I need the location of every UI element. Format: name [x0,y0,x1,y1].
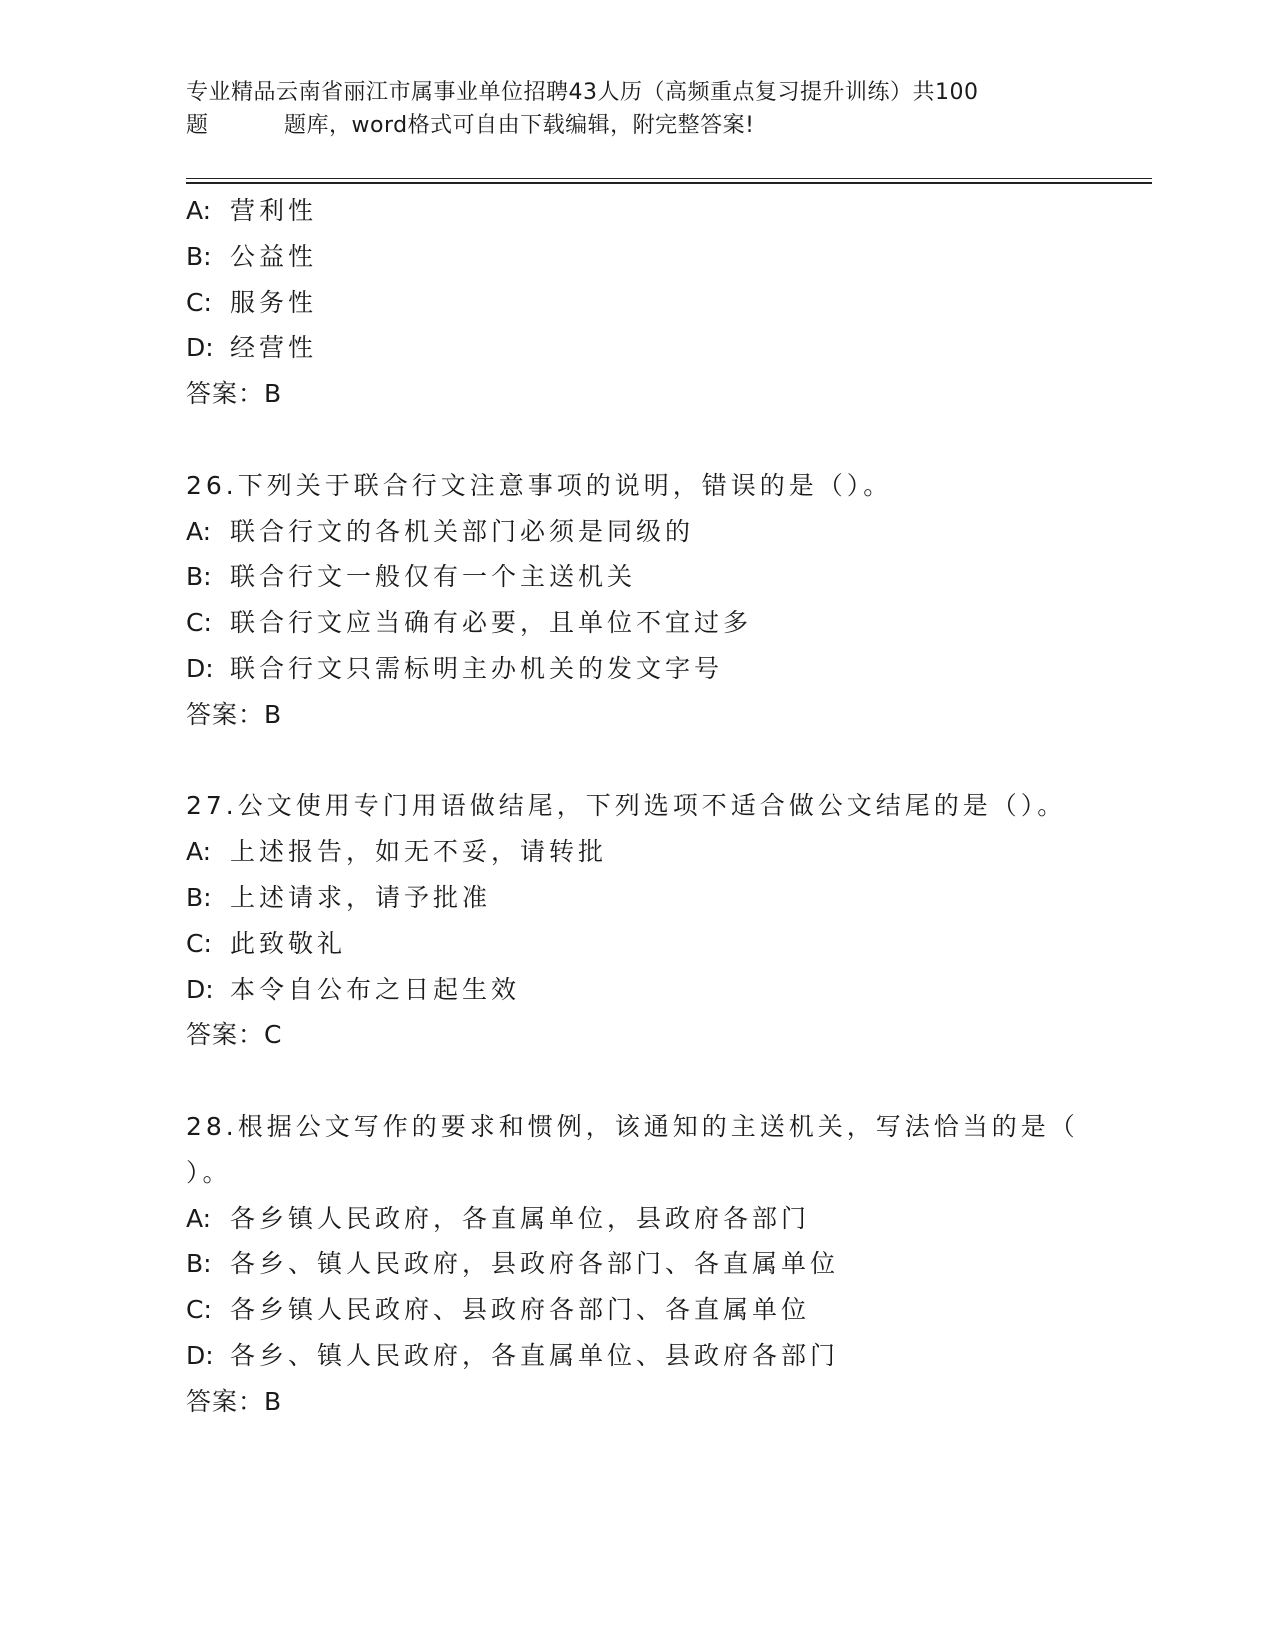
option-b [186,1241,1086,1287]
option-a [186,1196,1086,1242]
answer-line: 答案：B [186,1386,283,1416]
option-letter: C: [186,1295,212,1325]
option-text: 联合行文的各机关部门必须是同级的 [230,516,695,546]
option-c [186,600,1086,646]
header-title-line2 [186,109,1066,142]
question-stem-line1: 28.根据公文写作的要求和惯例，该通知的主送机关，写法恰当的是（ [186,1111,1079,1141]
header-title-lead: 题 [186,113,209,138]
option-text: 经营性 [230,333,318,363]
page-header [186,76,1066,142]
option-text: 此致敬礼 [230,928,347,958]
option-b [186,554,1086,600]
option-letter: C: [186,608,212,638]
option-d [186,646,1086,692]
option-text: 上述请求，请予批准 [230,882,492,912]
option-text: 联合行文只需标明主办机关的发文字号 [230,653,724,683]
option-text: 公益性 [230,241,318,271]
question-stem: 26.下列关于联合行文注意事项的说明，错误的是（）。 [186,470,893,500]
option-d [186,325,1086,371]
question-28 [186,1104,1086,1425]
option-d [186,967,1086,1013]
option-text: 各乡镇人民政府，各直属单位，县政府各部门 [230,1203,811,1233]
option-letter: C: [186,928,212,958]
option-text: 各乡、镇人民政府，各直属单位、县政府各部门 [230,1340,840,1370]
option-text: 各乡、镇人民政府，县政府各部门、各直属单位 [230,1249,840,1279]
option-d [186,1333,1086,1379]
option-c [186,921,1086,967]
header-divider-thin [186,178,1152,179]
option-text: 服务性 [230,287,318,317]
option-letter: D: [186,974,214,1004]
option-letter: D: [186,1340,214,1370]
option-a [186,509,1086,555]
option-b [186,234,1086,280]
option-text: 营利性 [230,196,318,225]
option-letter: B: [186,241,212,271]
header-title-line1: 专业精品云南省丽江市属事业单位招聘43人历（高频重点复习提升训练）共100 [186,80,979,105]
question-stem-line2: ）。 [186,1157,232,1187]
option-letter: C: [186,287,212,317]
option-text: 上述报告，如无不妥，请转批 [230,837,608,867]
option-b [186,875,1086,921]
option-letter: A: [186,196,212,225]
option-c [186,280,1086,326]
spacer [186,417,1086,463]
question-25 [186,188,1086,417]
option-text: 联合行文应当确有必要，且单位不宜过多 [230,608,753,638]
answer-line: 答案：C [186,1020,283,1050]
option-letter: B: [186,882,212,912]
option-letter: B: [186,562,212,592]
question-list [186,188,1086,1425]
option-letter: D: [186,653,214,683]
option-letter: A: [186,516,212,546]
answer-line: 答案：B [186,379,283,409]
question-27 [186,783,1086,1058]
option-letter: B: [186,1249,212,1279]
option-text: 联合行文一般仅有一个主送机关 [230,562,637,592]
spacer [186,738,1086,784]
option-text: 各乡镇人民政府、县政府各部门、各直属单位 [230,1295,811,1325]
option-letter: A: [186,1203,212,1233]
option-a [186,829,1086,875]
option-c [186,1287,1086,1333]
answer-line: 答案：B [186,699,283,729]
spacer [186,1058,1086,1104]
question-26 [186,463,1086,738]
option-text: 本令自公布之日起生效 [230,974,521,1004]
header-divider-thick [186,182,1152,184]
option-letter: D: [186,333,214,363]
question-stem: 27.公文使用专门用语做结尾，下列选项不适合做公文结尾的是（）。 [186,791,1067,821]
header-title-rest: 题库，word格式可自由下载编辑，附完整答案! [284,113,755,138]
option-letter: A: [186,837,212,867]
option-a [186,188,1086,234]
